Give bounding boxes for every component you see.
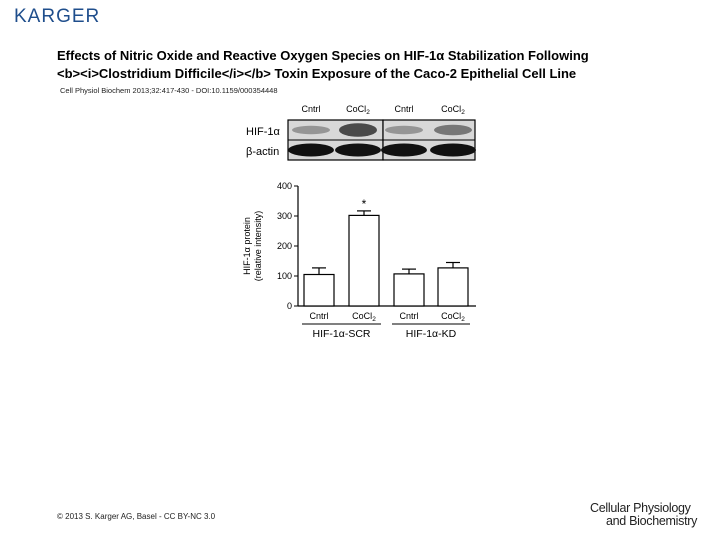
title-line-2: <b><i>Clostridium Difficile</i></b> Toxin Exposure of the Caco-2 Epithelial Cell Line	[57, 66, 577, 81]
blot-row-label: β-actin	[246, 146, 280, 158]
hif-band	[385, 126, 423, 135]
blot-lane-label: CoCl$_2$	[441, 104, 465, 116]
bar-chart	[242, 181, 476, 340]
actin-band	[381, 144, 427, 157]
y-tick-label: 100	[276, 271, 292, 281]
significance-marker: *	[361, 196, 367, 211]
blot-row-label: HIF-1α	[246, 126, 280, 138]
y-tick-label: 0	[286, 301, 292, 311]
actin-band	[288, 144, 334, 157]
blot-lane-label: Cntrl	[301, 104, 321, 114]
x-tick-label: CoCl$_2$	[441, 311, 465, 323]
figure	[228, 98, 498, 348]
actin-band	[430, 144, 476, 157]
x-tick-label: CoCl$_2$	[352, 311, 376, 323]
hif-band	[434, 125, 472, 136]
y-tick-label: 300	[276, 211, 292, 221]
y-tick-label: 200	[276, 241, 292, 251]
y-axis-label-unit: (relative intensity)	[253, 210, 263, 282]
y-tick-label: 400	[276, 181, 292, 191]
journal-name-line-2: and Biochemistry	[606, 514, 698, 528]
group-label: HIF-1α-KD	[405, 328, 457, 340]
group-label: HIF-1α-SCR	[312, 328, 371, 340]
bar	[438, 268, 468, 306]
journal-logo	[590, 502, 697, 528]
hif-band	[339, 123, 377, 137]
publisher-logo: KARGER	[14, 6, 101, 27]
x-tick-label: Cntrl	[399, 311, 419, 321]
bar	[304, 275, 334, 307]
journal-name-line-1: Cellular Physiology	[590, 501, 691, 515]
slide-title	[57, 47, 697, 83]
bar	[349, 215, 379, 306]
title-line-1: Effects of Nitric Oxide and Reactive Oxygen Species on HIF-1α Stabilization Following	[57, 48, 589, 63]
actin-band	[335, 144, 381, 157]
western-blot	[246, 104, 476, 160]
blot-lane-label: Cntrl	[394, 104, 414, 114]
y-axis-label: HIF-1α protein	[242, 217, 252, 275]
copyright: © 2013 S. Karger AG, Basel - CC BY-NC 3.0	[57, 512, 216, 521]
blot-lane-label: CoCl$_2$	[346, 104, 370, 116]
hif-band	[292, 126, 330, 135]
x-tick-label: Cntrl	[309, 311, 329, 321]
bar	[394, 274, 424, 306]
citation: Cell Physiol Biochem 2013;32:417-430 - DOI:10.1159/000354448	[60, 86, 278, 95]
